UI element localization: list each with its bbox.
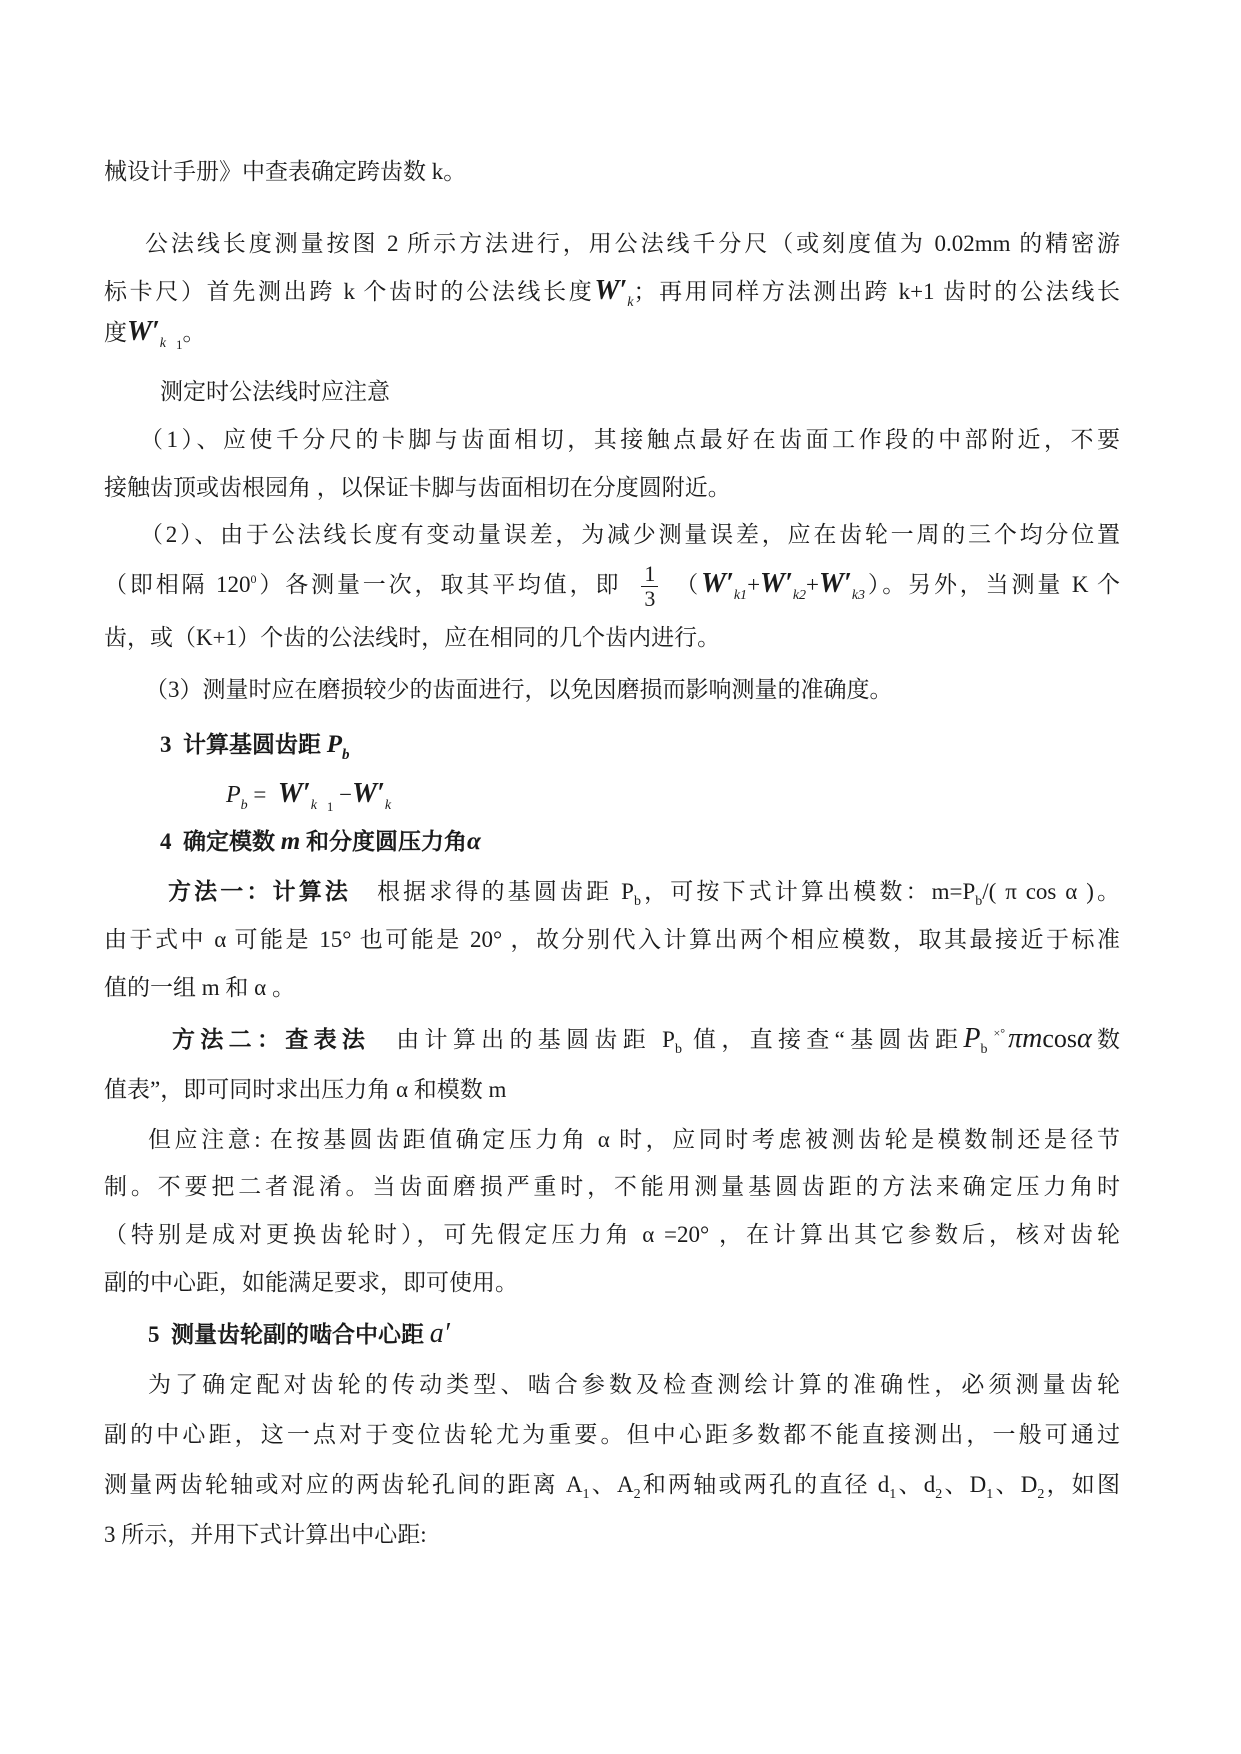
method-one-line — [168, 877, 1120, 907]
formula-subscript: b — [975, 894, 983, 909]
body-text-line: 械设计手册》中查表确定跨齿数 k。 — [104, 159, 467, 184]
text-segment: 和两轴或两孔的直径 d — [640, 1472, 890, 1497]
body-text-line: 副的中心距，这一点对于变位齿轮尤为重要。但中心距多数都不能直接测出，一般可通过 — [104, 1422, 1120, 1447]
body-text-line: 值的一组 m 和 α 。 — [104, 975, 295, 1000]
text-segment: 、d — [896, 1472, 936, 1497]
list-item-3-line: （3）测量时应在磨损较少的齿面进行，以免因磨损而影响测量的准确度。 — [145, 677, 893, 702]
body-text-line: 由于式中 α 可能是 15° 也可能是 20° ，故分别代入计算出两个相应模数，取其最接近于标准 — [104, 927, 1120, 952]
section-heading-4 — [160, 827, 481, 857]
body-text-line: 接触齿顶或齿根园角 ，以保证卡脚与齿面相切在分度圆附近。 — [104, 475, 731, 500]
subscript: 2 — [935, 1487, 943, 1502]
formula-subscript: b — [633, 894, 641, 909]
text-segment: 、A — [589, 1472, 634, 1497]
body-text-line: 3 所示，并用下式计算出中心距: — [104, 1522, 427, 1547]
text-segment: ）。另外，当测量 K 个 — [865, 572, 1121, 597]
formula-subscript: b — [980, 1042, 988, 1057]
heading-text: 和分度圆压力角 — [300, 829, 467, 854]
formula-variable-p: P — [963, 1023, 981, 1054]
formula-subscript: k — [310, 798, 317, 813]
formula-w-prime: W′ — [277, 778, 311, 809]
heading-text: 3 计算基圆齿距 — [160, 732, 327, 757]
body-text-line: 为了确定配对齿轮的传动类型、啮合参数及检查测绘计算的准确性，必须测量齿轮 — [148, 1372, 1120, 1397]
method-label: 方法二：查表法 — [172, 1027, 371, 1052]
body-text-line: 测定时公法线时应注意 — [160, 379, 390, 404]
text-segment: （即相隔 120 — [104, 572, 251, 597]
formula-w-prime: W′ — [701, 568, 734, 599]
text-segment: 数 — [1091, 1027, 1121, 1052]
formula-variable-p: P — [226, 782, 241, 808]
text-segment: 标卡尺）首先测出跨 k 个齿时的公法线长度 — [104, 279, 595, 304]
formula-subscript: k2 — [792, 588, 807, 603]
subscript: 1 — [889, 1487, 897, 1502]
formula-subscript: b — [240, 798, 248, 813]
body-text-line: 公法线长度测量按图 2 所示方法进行，用公法线千分尺（或刻度值为 0.02mm 的精密游 — [145, 231, 1120, 256]
formula-variable-alpha: α — [466, 828, 481, 855]
body-text-line — [104, 555, 1120, 615]
body-text-line: 副的中心距，如能满足要求，即可使用。 — [104, 1270, 518, 1295]
body-text-line: 齿，或（K+1）个齿的公法线时，应在相同的几个齿内进行。 — [104, 625, 721, 650]
text-segment: /( π cos α )。 — [982, 879, 1121, 904]
formula-subscript: b — [342, 747, 350, 763]
formula-w-prime: W′ — [127, 316, 160, 347]
section-heading-3 — [160, 730, 350, 763]
formula-w-prime: W′ — [819, 568, 852, 599]
formula-variable-a-prime: a′ — [429, 1318, 450, 1349]
text-segment: ，可按下式计算出模数：m=P — [640, 879, 976, 904]
text-segment: 测量两齿轮轴或对应的两齿轮孔间的距离 A — [104, 1472, 583, 1497]
formula-subscript: k — [159, 336, 166, 351]
fraction-numerator: 1 — [641, 562, 658, 587]
formula-w-prime: W′ — [760, 568, 793, 599]
superscript: 0 — [250, 572, 257, 586]
formula-plus: + — [806, 572, 820, 597]
list-item-2-line: （2）、由于公法线长度有变动量误差，为减少测量误差，应在齿轮一周的三个均分位置 — [140, 522, 1120, 547]
body-text-line: （特别是成对更换齿轮时），可先假定压力角 α =20° ，在计算出其它参数后，核对齿轮 — [104, 1222, 1120, 1247]
text-segment: 由计算出的基圆齿距 P — [396, 1027, 675, 1052]
text-segment: 值，直接查“基圆齿距 — [681, 1027, 964, 1052]
body-text-line — [104, 1470, 1120, 1500]
text-segment: 、D — [993, 1472, 1038, 1497]
body-text-line: 值表”，即可同时求出压力角 α 和模数 m — [104, 1077, 507, 1102]
formula-line — [226, 778, 392, 814]
formula-subscript: b — [674, 1042, 682, 1057]
formula-equals: = — [247, 782, 278, 807]
formula-subscript: k3 — [851, 588, 866, 603]
fraction-one-third — [641, 562, 658, 611]
formula-subscript: 1 — [326, 799, 334, 814]
method-two-line — [172, 1025, 1120, 1055]
heading-text: 5 测量齿轮副的啮合中心距 — [148, 1322, 430, 1347]
body-text-line — [104, 275, 1120, 310]
list-item-1-line: （1）、应使千分尺的卡脚与齿面相切，其接触点最好在齿面工作段的中部附近，不要 — [140, 427, 1120, 452]
section-heading-5 — [148, 1320, 450, 1350]
body-text-line: 但应注意: 在按基圆齿距值确定压力角 α 时，应同时考虑被测齿轮是模数制还是径节 — [148, 1127, 1120, 1152]
text-segment: （ — [672, 572, 702, 597]
heading-text: 4 确定模数 — [160, 829, 281, 854]
formula-subscript: 1 — [176, 337, 183, 352]
text-segment: ）各测量一次，取其平均值，即 — [256, 572, 622, 597]
formula-pi-m: πm — [1008, 1023, 1043, 1054]
formula-variable-p: P — [326, 731, 343, 758]
body-text-line — [104, 316, 206, 352]
method-label: 方法一：计算法 — [168, 879, 351, 904]
formula-variable-alpha: α — [1076, 1023, 1092, 1054]
text-segment: ，如图 — [1044, 1472, 1121, 1497]
formula-subscript: k — [384, 798, 392, 813]
subscript: 2 — [633, 1487, 641, 1502]
subscript: 1 — [582, 1487, 590, 1502]
text-segment: ；再用同样方法测出跨 k+1 齿时的公法线长 — [633, 279, 1120, 304]
formula-w-prime: W′ — [594, 275, 628, 306]
text-segment: 、D — [942, 1472, 987, 1497]
formula-w-prime: W′ — [352, 778, 385, 809]
subscript: 1 — [986, 1487, 994, 1502]
formula-cos: cos — [1042, 1024, 1077, 1053]
subscript: 2 — [1037, 1487, 1045, 1502]
formula-plus: + — [747, 572, 761, 597]
formula-mark: ×° — [993, 1026, 1006, 1040]
formula-minus: − — [333, 782, 353, 807]
body-text-line: 制。不要把二者混淆。当齿面磨损严重时，不能用测量基圆齿距的方法来确定压力角时 — [104, 1174, 1120, 1199]
formula-variable-m: m — [280, 828, 301, 855]
fraction-denominator: 3 — [644, 586, 656, 612]
text-segment: 。 — [182, 320, 206, 345]
formula-subscript: k — [627, 295, 634, 310]
formula-subscript: k1 — [733, 588, 748, 603]
text-segment: 度 — [104, 320, 127, 345]
text-segment: 根据求得的基圆齿距 P — [376, 879, 634, 904]
